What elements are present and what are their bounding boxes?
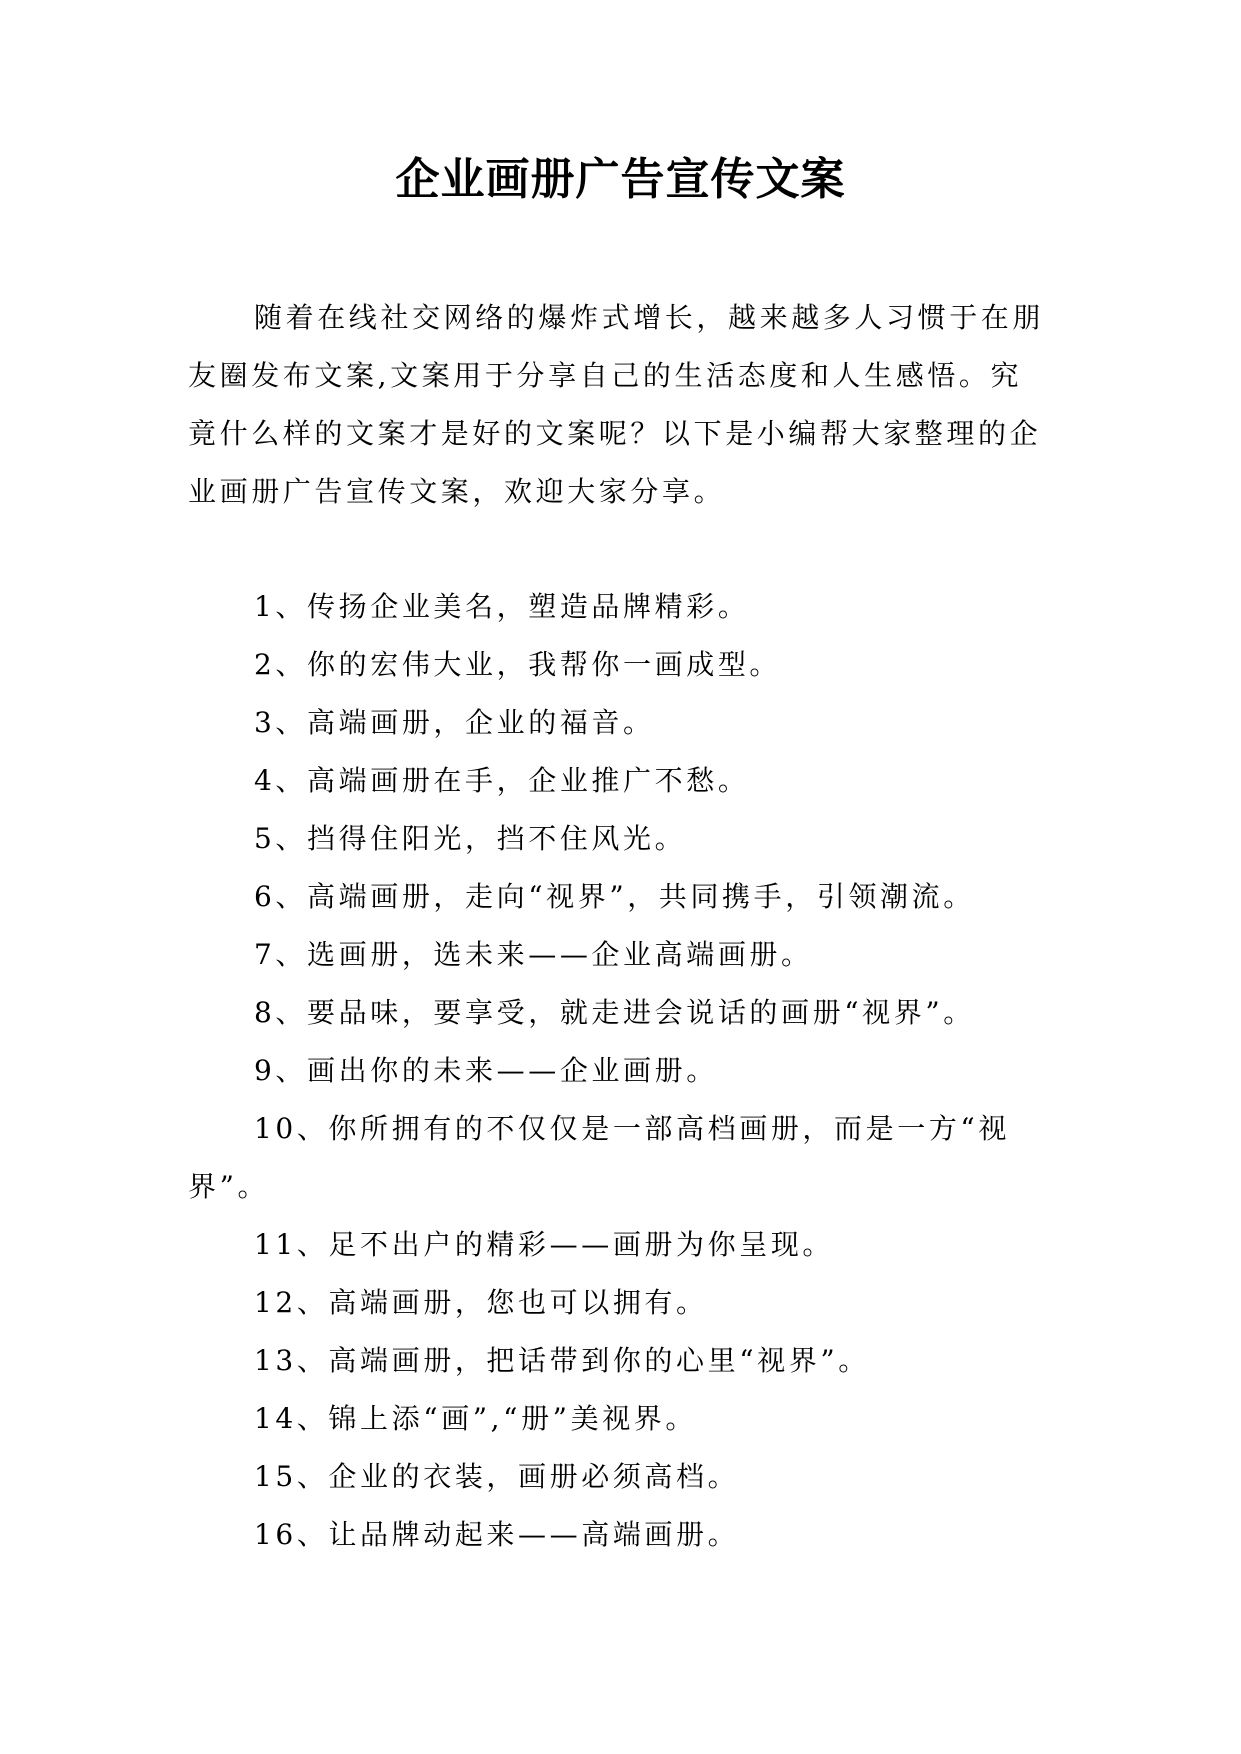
list-item: 4、高端画册在手，企业推广不愁。 [254,764,750,797]
slogan-list [188,578,1050,1564]
list-item: 12、高端画册，您也可以拥有。 [254,1286,708,1319]
list-item: 5、挡得住阳光，挡不住风光。 [254,822,687,855]
list-item: 7、选画册，选未来——企业高端画册。 [254,938,813,971]
list-item: 8、要品味，要享受，就走进会说话的画册“视界”。 [254,996,975,1029]
list-item: 3、高端画册，企业的福音。 [254,706,655,739]
list-item: 9、画出你的未来——企业画册。 [254,1054,718,1087]
list-item: 2、你的宏伟大业，我帮你一画成型。 [254,648,782,681]
list-item: 6、高端画册，走向“视界”，共同携手，引领潮流。 [254,880,975,913]
list-item: 10、你所拥有的不仅仅是一部高档画册，而是一方“视界”。 [188,1112,1010,1203]
list-item: 16、让品牌动起来——高端画册。 [254,1518,740,1551]
list-item: 11、足不出户的精彩——画册为你呈现。 [254,1228,835,1261]
intro-paragraph: 随着在线社交网络的爆炸式增长，越来越多人习惯于在朋友圈发布文案,文案用于分享自己的生活态度和人生感悟。究竟什么样的文案才是好的文案呢？以下是小编帮大家整理的企业画册广告宣传文案，欢迎大家分享。 [188,301,1045,508]
list-item: 14、锦上添“画”,“册”美视界。 [254,1402,697,1435]
list-item: 1、传扬企业美名，塑造品牌精彩。 [254,590,750,623]
document-title: 企业画册广告宣传文案 [395,154,846,205]
list-item: 13、高端画册，把话带到你的心里“视界”。 [254,1344,870,1377]
list-item: 15、企业的衣装，画册必须高档。 [254,1460,740,1493]
